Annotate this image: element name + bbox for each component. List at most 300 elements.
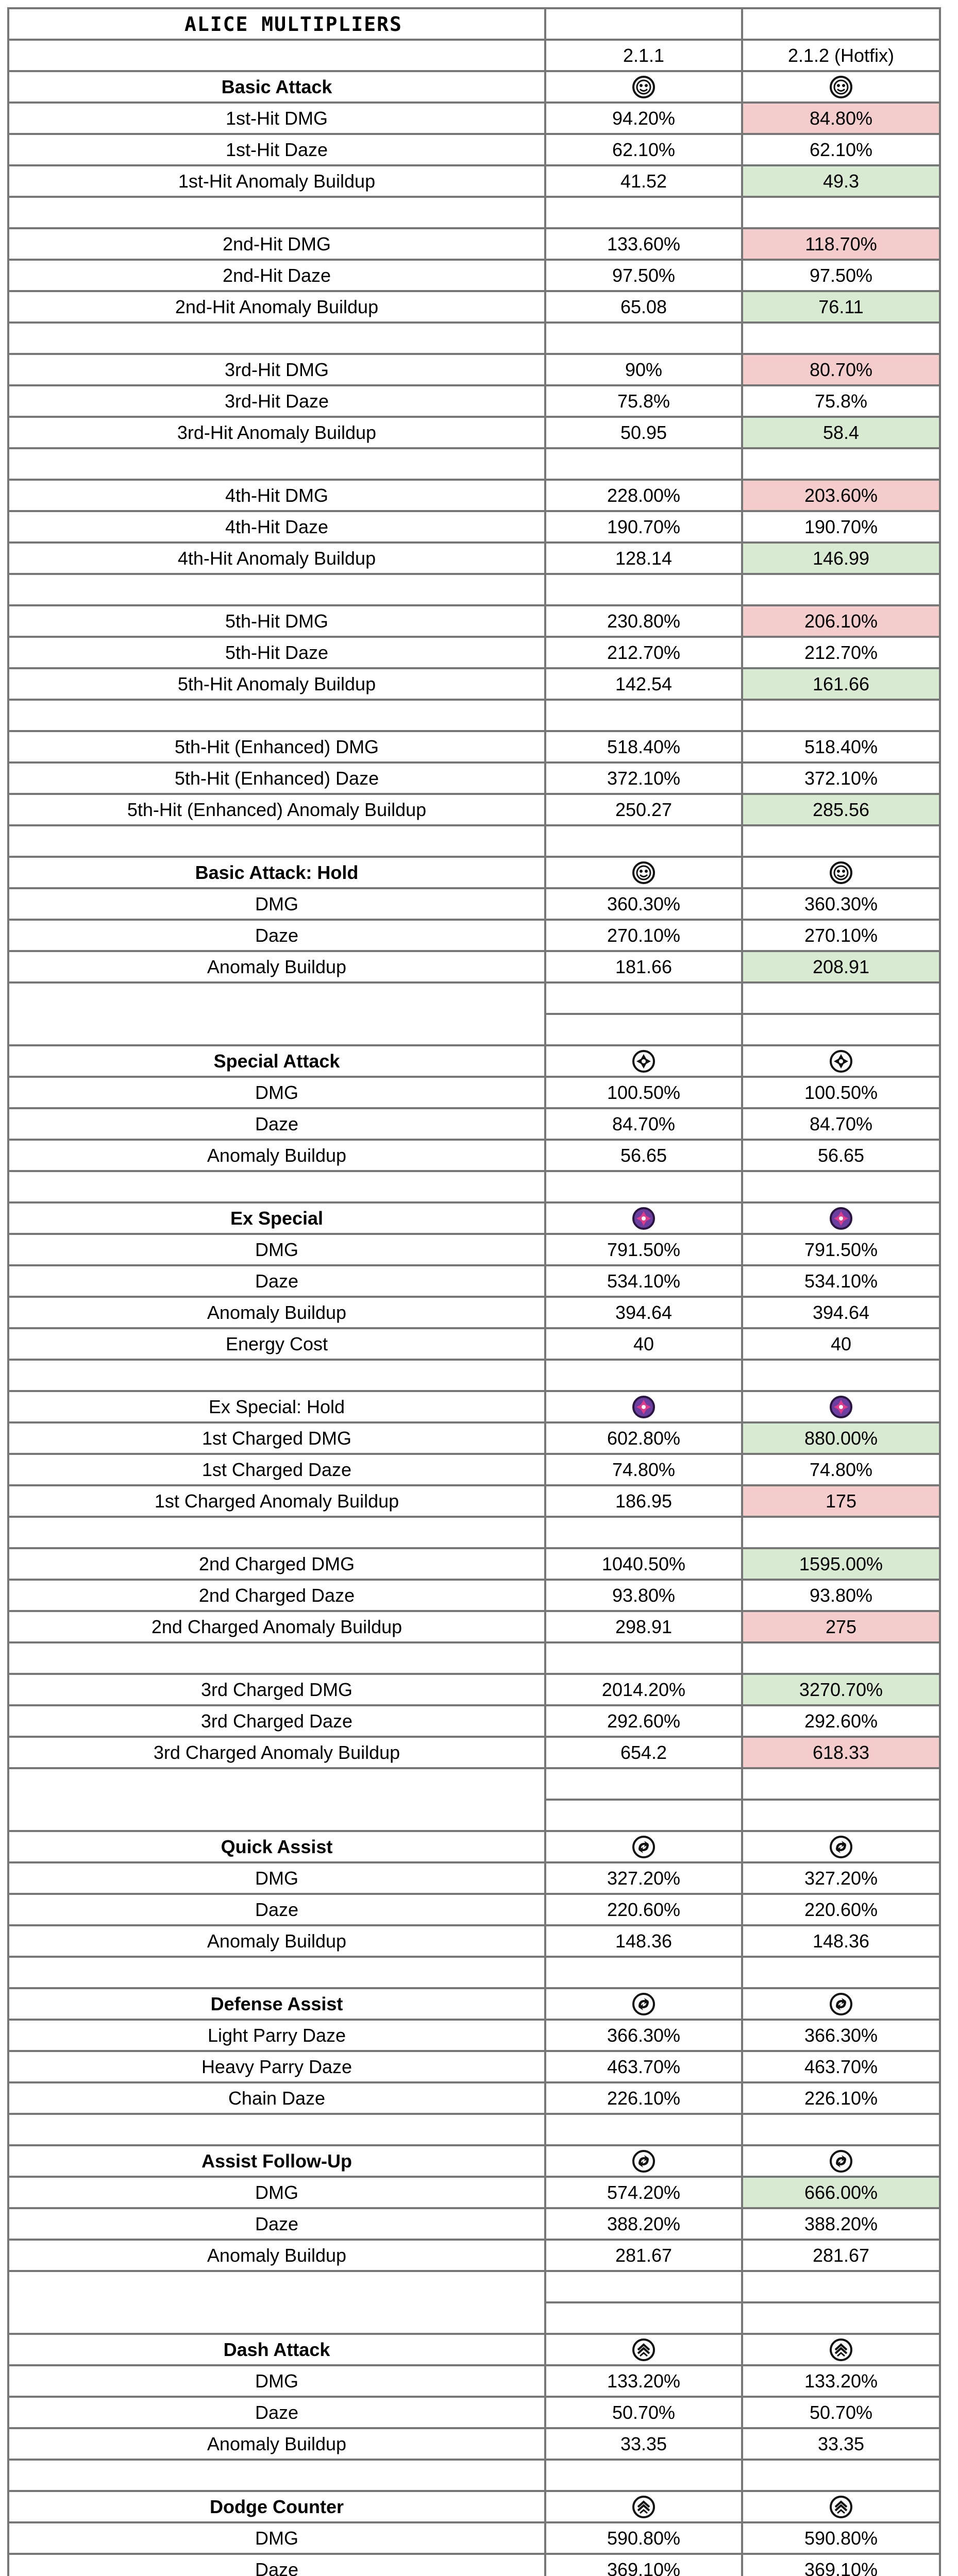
stat-label: 4th-Hit Anomaly Buildup	[9, 544, 546, 575]
section-special-attack-row	[9, 1046, 939, 1078]
empty-cell	[546, 2272, 743, 2303]
value-new: 590.80%	[743, 2523, 939, 2555]
stat-label: 1st Charged Anomaly Buildup	[9, 1486, 546, 1518]
value-old: 298.91	[546, 1612, 743, 1643]
value-old: 50.70%	[546, 2398, 743, 2429]
section-title: Special Attack	[9, 1046, 546, 1078]
spacer-row	[9, 2303, 939, 2335]
assist-follow-up-daze-row	[9, 2209, 939, 2241]
ex-special-icon	[829, 1395, 853, 1419]
spacer-row	[9, 1958, 939, 1989]
stat-label: Daze	[9, 921, 546, 952]
value-old: 394.64	[546, 1298, 743, 1329]
section-ex-special-hold-row	[9, 1392, 939, 1423]
stat-label: 3rd Charged Anomaly Buildup	[9, 1738, 546, 1769]
basic-attack-hold-anomaly-buildup-row	[9, 952, 939, 984]
value-old: 62.10%	[546, 135, 743, 166]
stat-label: 3rd-Hit DMG	[9, 355, 546, 386]
basic-attack-5th-hit-enhanced-dmg-row	[9, 732, 939, 764]
value-old: 74.80%	[546, 1455, 743, 1486]
value-new-decreased: 118.70%	[743, 229, 939, 261]
spacer-row	[9, 1518, 939, 1549]
value-old: 50.95	[546, 418, 743, 449]
value-old: 128.14	[546, 544, 743, 575]
dash-attack-anomaly-buildup-row	[9, 2429, 939, 2461]
value-old: 93.80%	[546, 1581, 743, 1612]
value-new: 270.10%	[743, 921, 939, 952]
stat-label: 2nd Charged Daze	[9, 1581, 546, 1612]
stat-label: 5th-Hit Daze	[9, 638, 546, 669]
empty-cell	[546, 1769, 743, 1801]
assist-follow-up-dmg-row	[9, 2178, 939, 2209]
empty-cell	[743, 449, 939, 481]
stat-label: DMG	[9, 1235, 546, 1266]
value-old: 33.35	[546, 2429, 743, 2461]
icon-cell-new	[743, 2492, 939, 2523]
empty-cell	[546, 2461, 743, 2492]
basic-attack-5th-hit-dmg-row	[9, 606, 939, 638]
empty-cell	[743, 1643, 939, 1675]
section-title: Ex Special: Hold	[9, 1392, 546, 1423]
empty-cell	[743, 9, 939, 41]
empty-cell	[743, 2461, 939, 2492]
empty-cell	[546, 449, 743, 481]
value-new-increased: 161.66	[743, 669, 939, 701]
basic-attack-hold-dmg-row	[9, 889, 939, 921]
quick-assist-daze-row	[9, 1895, 939, 1926]
quick-assist-dmg-row	[9, 1863, 939, 1895]
spacer-row	[9, 1801, 939, 1832]
special-attack-dmg-row	[9, 1078, 939, 1109]
stat-label: DMG	[9, 1863, 546, 1895]
value-old: 281.67	[546, 2241, 743, 2272]
value-new-increased: 208.91	[743, 952, 939, 984]
basic-attack-icon	[632, 75, 656, 99]
value-new-increased: 3270.70%	[743, 1675, 939, 1706]
stat-label: Daze	[9, 2398, 546, 2429]
icon-cell-new	[743, 2146, 939, 2178]
empty-cell	[743, 198, 939, 229]
ex-special-dmg-row	[9, 1235, 939, 1266]
stat-label: Daze	[9, 1109, 546, 1141]
stat-label: Daze	[9, 2555, 546, 2576]
ex-special-hold-2nd-charged-daze-row	[9, 1581, 939, 1612]
stat-label: Energy Cost	[9, 1329, 546, 1361]
defense-assist-chain-daze-row	[9, 2083, 939, 2115]
empty-cell	[546, 1361, 743, 1392]
spacer-row	[9, 449, 939, 481]
stat-label: 2nd Charged DMG	[9, 1549, 546, 1581]
icon-cell-new	[743, 858, 939, 889]
empty-cell	[546, 984, 743, 1015]
basic-attack-2nd-hit-anomaly-buildup-row	[9, 292, 939, 324]
value-new: 281.67	[743, 2241, 939, 2272]
empty-cell	[546, 701, 743, 732]
assist-icon	[632, 1992, 656, 2016]
spacer-row	[9, 2115, 939, 2146]
stat-label: Anomaly Buildup	[9, 2241, 546, 2272]
value-old: 148.36	[546, 1926, 743, 1958]
empty-cell	[546, 1643, 743, 1675]
stat-label: Anomaly Buildup	[9, 1298, 546, 1329]
stat-label: 3rd Charged Daze	[9, 1706, 546, 1738]
value-new: 84.70%	[743, 1109, 939, 1141]
value-new-decreased: 618.33	[743, 1738, 939, 1769]
value-old: 40	[546, 1329, 743, 1361]
dodge-counter-dmg-row	[9, 2523, 939, 2555]
icon-cell-new	[743, 72, 939, 104]
value-old: 292.60%	[546, 1706, 743, 1738]
value-new: 50.70%	[743, 2398, 939, 2429]
spacer-row	[9, 1769, 939, 1801]
stat-label: Daze	[9, 2209, 546, 2241]
value-new: 360.30%	[743, 889, 939, 921]
assist-icon	[829, 1835, 853, 1859]
icon-cell-old	[546, 72, 743, 104]
value-old: 270.10%	[546, 921, 743, 952]
stat-label: DMG	[9, 2366, 546, 2398]
defense-assist-heavy-parry-daze-row	[9, 2052, 939, 2083]
ex-special-anomaly-buildup-row	[9, 1298, 939, 1329]
value-new: 327.20%	[743, 1863, 939, 1895]
icon-cell-old	[546, 858, 743, 889]
value-new: 366.30%	[743, 2021, 939, 2052]
assist-icon	[632, 2149, 656, 2173]
value-old: 84.70%	[546, 1109, 743, 1141]
empty-cell	[743, 2303, 939, 2335]
value-new: 226.10%	[743, 2083, 939, 2115]
stat-label: Daze	[9, 1895, 546, 1926]
icon-cell-new	[743, 1046, 939, 1078]
section-ex-special-row	[9, 1204, 939, 1235]
empty-cell	[9, 701, 546, 732]
empty-cell	[9, 1801, 546, 1832]
special-attack-icon	[632, 1049, 656, 1073]
icon-cell-new	[743, 1832, 939, 1863]
ex-special-hold-2nd-charged-anomaly-buildup-row	[9, 1612, 939, 1643]
basic-attack-hold-daze-row	[9, 921, 939, 952]
value-old: 90%	[546, 355, 743, 386]
spacer-row	[9, 1015, 939, 1046]
basic-attack-4th-hit-dmg-row	[9, 481, 939, 512]
assist-icon	[829, 2149, 853, 2173]
value-old: 327.20%	[546, 1863, 743, 1895]
value-old: 654.2	[546, 1738, 743, 1769]
ex-special-hold-3rd-charged-anomaly-buildup-row	[9, 1738, 939, 1769]
value-old: 97.50%	[546, 261, 743, 292]
special-attack-icon	[829, 1049, 853, 1073]
value-new: 212.70%	[743, 638, 939, 669]
value-new: 56.65	[743, 1141, 939, 1172]
empty-cell	[9, 2115, 546, 2146]
value-old: 518.40%	[546, 732, 743, 764]
empty-cell	[9, 1769, 546, 1801]
value-new: 97.50%	[743, 261, 939, 292]
value-new: 190.70%	[743, 512, 939, 544]
empty-cell	[9, 449, 546, 481]
value-new: 148.36	[743, 1926, 939, 1958]
stat-label: Anomaly Buildup	[9, 1926, 546, 1958]
empty-cell	[9, 2303, 546, 2335]
value-new: 62.10%	[743, 135, 939, 166]
value-new-increased: 146.99	[743, 544, 939, 575]
empty-cell	[743, 826, 939, 858]
title-row	[9, 9, 939, 41]
icon-cell-new	[743, 1989, 939, 2021]
value-old: 372.10%	[546, 764, 743, 795]
empty-cell	[546, 1015, 743, 1046]
empty-cell	[9, 2272, 546, 2303]
stat-label: Light Parry Daze	[9, 2021, 546, 2052]
stat-label: 2nd Charged Anomaly Buildup	[9, 1612, 546, 1643]
value-new-increased: 666.00%	[743, 2178, 939, 2209]
basic-attack-3rd-hit-dmg-row	[9, 355, 939, 386]
value-new: 75.8%	[743, 386, 939, 418]
value-new-decreased: 203.60%	[743, 481, 939, 512]
ex-special-hold-3rd-charged-dmg-row	[9, 1675, 939, 1706]
stat-label: 1st Charged DMG	[9, 1423, 546, 1455]
value-old: 366.30%	[546, 2021, 743, 2052]
value-old: 250.27	[546, 795, 743, 826]
dash-attack-dmg-row	[9, 2366, 939, 2398]
spacer-row	[9, 1361, 939, 1392]
empty-cell	[9, 324, 546, 355]
value-new-increased: 49.3	[743, 166, 939, 198]
section-title: Basic Attack	[9, 72, 546, 104]
value-old: 388.20%	[546, 2209, 743, 2241]
spacer-row	[9, 198, 939, 229]
stat-label: 3rd Charged DMG	[9, 1675, 546, 1706]
value-old: 369.10%	[546, 2555, 743, 2576]
value-old: 220.60%	[546, 1895, 743, 1926]
basic-attack-5th-hit-enhanced-daze-row	[9, 764, 939, 795]
section-title: Basic Attack: Hold	[9, 858, 546, 889]
value-old: 791.50%	[546, 1235, 743, 1266]
empty-cell	[743, 1801, 939, 1832]
empty-cell	[9, 1518, 546, 1549]
ex-special-icon	[829, 1207, 853, 1230]
value-new-increased: 76.11	[743, 292, 939, 324]
value-new-increased: 58.4	[743, 418, 939, 449]
column-header-row	[9, 41, 939, 72]
stat-label: DMG	[9, 1078, 546, 1109]
basic-attack-2nd-hit-daze-row	[9, 261, 939, 292]
special-attack-anomaly-buildup-row	[9, 1141, 939, 1172]
empty-cell	[743, 1769, 939, 1801]
empty-cell	[546, 2303, 743, 2335]
basic-attack-2nd-hit-dmg-row	[9, 229, 939, 261]
value-old: 2014.20%	[546, 1675, 743, 1706]
basic-attack-4th-hit-daze-row	[9, 512, 939, 544]
value-old: 186.95	[546, 1486, 743, 1518]
value-new: 791.50%	[743, 1235, 939, 1266]
value-new: 369.10%	[743, 2555, 939, 2576]
section-defense-assist-row	[9, 1989, 939, 2021]
stat-label: 1st-Hit Anomaly Buildup	[9, 166, 546, 198]
stat-label: 4th-Hit DMG	[9, 481, 546, 512]
value-old: 230.80%	[546, 606, 743, 638]
spacer-row	[9, 1643, 939, 1675]
value-old: 463.70%	[546, 2052, 743, 2083]
value-new: 534.10%	[743, 1266, 939, 1298]
empty-cell	[9, 1015, 546, 1046]
stat-label: 5th-Hit DMG	[9, 606, 546, 638]
value-old: 100.50%	[546, 1078, 743, 1109]
stat-label: 1st-Hit Daze	[9, 135, 546, 166]
ex-special-icon	[632, 1207, 656, 1230]
empty-cell	[743, 1172, 939, 1204]
value-new-decreased: 206.10%	[743, 606, 939, 638]
empty-cell	[9, 41, 546, 72]
section-quick-assist-row	[9, 1832, 939, 1863]
ex-special-hold-3rd-charged-daze-row	[9, 1706, 939, 1738]
icon-cell-old	[546, 1046, 743, 1078]
version-header-new: 2.1.2 (Hotfix)	[743, 41, 939, 72]
section-basic-attack-hold-row	[9, 858, 939, 889]
empty-cell	[743, 2272, 939, 2303]
basic-attack-4th-hit-anomaly-buildup-row	[9, 544, 939, 575]
empty-cell	[546, 198, 743, 229]
icon-cell-old	[546, 1204, 743, 1235]
value-new-decreased: 175	[743, 1486, 939, 1518]
spacer-row	[9, 575, 939, 606]
value-old: 75.8%	[546, 386, 743, 418]
empty-cell	[743, 984, 939, 1015]
empty-cell	[546, 826, 743, 858]
dash-attack-daze-row	[9, 2398, 939, 2429]
icon-cell-old	[546, 2335, 743, 2366]
empty-cell	[546, 1172, 743, 1204]
empty-cell	[9, 1643, 546, 1675]
empty-cell	[546, 575, 743, 606]
version-header-old: 2.1.1	[546, 41, 743, 72]
empty-cell	[743, 1518, 939, 1549]
basic-attack-5th-hit-enhanced-anomaly-buildup-row	[9, 795, 939, 826]
empty-cell	[743, 2115, 939, 2146]
value-old: 360.30%	[546, 889, 743, 921]
ex-special-icon	[632, 1395, 656, 1419]
value-new: 463.70%	[743, 2052, 939, 2083]
dash-attack-icon	[829, 2338, 853, 2362]
special-attack-daze-row	[9, 1109, 939, 1141]
icon-cell-old	[546, 1832, 743, 1863]
ex-special-hold-1st-charged-anomaly-buildup-row	[9, 1486, 939, 1518]
value-old: 56.65	[546, 1141, 743, 1172]
spacer-row	[9, 2461, 939, 2492]
assist-icon	[829, 1992, 853, 2016]
ex-special-daze-row	[9, 1266, 939, 1298]
value-new: 292.60%	[743, 1706, 939, 1738]
basic-attack-icon	[632, 861, 656, 885]
stat-label: 5th-Hit (Enhanced) Daze	[9, 764, 546, 795]
empty-cell	[546, 324, 743, 355]
dash-attack-icon	[632, 2495, 656, 2519]
empty-cell	[9, 984, 546, 1015]
icon-cell-old	[546, 1392, 743, 1423]
value-new-decreased: 84.80%	[743, 104, 939, 135]
section-dodge-counter-row	[9, 2492, 939, 2523]
value-old: 602.80%	[546, 1423, 743, 1455]
stat-label: 1st-Hit DMG	[9, 104, 546, 135]
spacer-row	[9, 2272, 939, 2303]
section-title: Dash Attack	[9, 2335, 546, 2366]
value-old: 190.70%	[546, 512, 743, 544]
icon-cell-new	[743, 1204, 939, 1235]
ex-special-hold-2nd-charged-dmg-row	[9, 1549, 939, 1581]
value-new-decreased: 80.70%	[743, 355, 939, 386]
empty-cell	[743, 701, 939, 732]
stat-label: 1st Charged Daze	[9, 1455, 546, 1486]
stat-label: Anomaly Buildup	[9, 2429, 546, 2461]
stat-label: 2nd-Hit DMG	[9, 229, 546, 261]
spacer-row	[9, 701, 939, 732]
value-old: 133.60%	[546, 229, 743, 261]
stat-label: Heavy Parry Daze	[9, 2052, 546, 2083]
section-assist-follow-up-row	[9, 2146, 939, 2178]
value-new: 372.10%	[743, 764, 939, 795]
stat-label: Chain Daze	[9, 2083, 546, 2115]
ex-special-hold-1st-charged-daze-row	[9, 1455, 939, 1486]
empty-cell	[9, 2461, 546, 2492]
value-new: 33.35	[743, 2429, 939, 2461]
section-title: Defense Assist	[9, 1989, 546, 2021]
value-new: 518.40%	[743, 732, 939, 764]
value-new: 388.20%	[743, 2209, 939, 2241]
empty-cell	[743, 1015, 939, 1046]
section-basic-attack-row	[9, 72, 939, 104]
stat-label: 3rd-Hit Daze	[9, 386, 546, 418]
value-new: 394.64	[743, 1298, 939, 1329]
value-old: 228.00%	[546, 481, 743, 512]
value-old: 133.20%	[546, 2366, 743, 2398]
stat-label: DMG	[9, 2178, 546, 2209]
empty-cell	[546, 1958, 743, 1989]
value-new-increased: 1595.00%	[743, 1549, 939, 1581]
sheet-title: ALICE MULTIPLIERS	[9, 9, 546, 41]
empty-cell	[9, 1361, 546, 1392]
section-title: Quick Assist	[9, 1832, 546, 1863]
value-new: 220.60%	[743, 1895, 939, 1926]
value-new-decreased: 275	[743, 1612, 939, 1643]
value-new: 100.50%	[743, 1078, 939, 1109]
spacer-row	[9, 826, 939, 858]
section-dash-attack-row	[9, 2335, 939, 2366]
stat-label: Anomaly Buildup	[9, 952, 546, 984]
empty-cell	[9, 1958, 546, 1989]
stat-label: 4th-Hit Daze	[9, 512, 546, 544]
stat-label: DMG	[9, 889, 546, 921]
basic-attack-3rd-hit-daze-row	[9, 386, 939, 418]
basic-attack-icon	[829, 75, 853, 99]
value-old: 94.20%	[546, 104, 743, 135]
basic-attack-3rd-hit-anomaly-buildup-row	[9, 418, 939, 449]
multiplier-sheet	[7, 7, 941, 2576]
empty-cell	[546, 1518, 743, 1549]
icon-cell-old	[546, 2492, 743, 2523]
empty-cell	[743, 1958, 939, 1989]
empty-cell	[9, 826, 546, 858]
value-new: 93.80%	[743, 1581, 939, 1612]
value-old: 65.08	[546, 292, 743, 324]
spacer-row	[9, 1172, 939, 1204]
stat-label: Daze	[9, 1266, 546, 1298]
defense-assist-light-parry-daze-row	[9, 2021, 939, 2052]
value-old: 142.54	[546, 669, 743, 701]
value-old: 212.70%	[546, 638, 743, 669]
stat-label: 5th-Hit (Enhanced) Anomaly Buildup	[9, 795, 546, 826]
basic-attack-1st-hit-dmg-row	[9, 104, 939, 135]
value-old: 590.80%	[546, 2523, 743, 2555]
